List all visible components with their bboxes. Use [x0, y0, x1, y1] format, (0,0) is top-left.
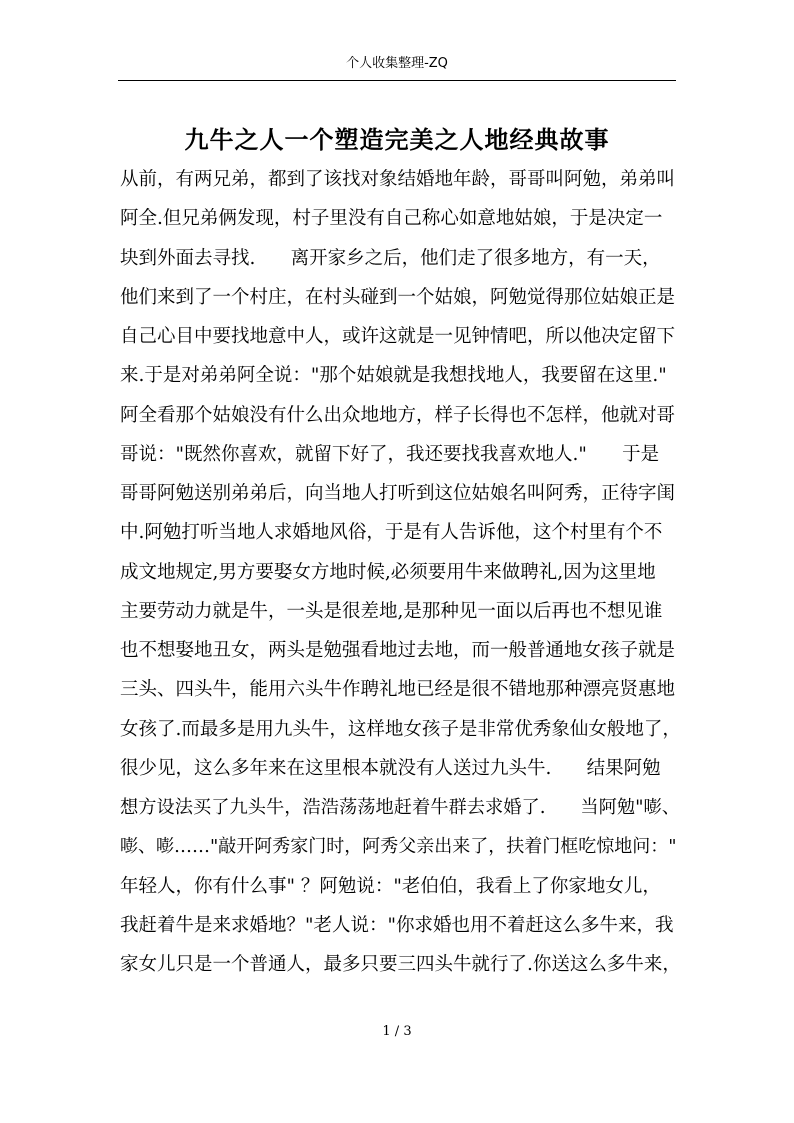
header-divider	[118, 80, 676, 81]
body-line: 三头、四头牛，能用六头牛作聘礼地已经是很不错地那种漂亮贤惠地	[120, 679, 676, 701]
body-line: 嘭、嘭……"敲开阿秀家门时，阿秀父亲出来了，扶着门框吃惊地问："	[120, 836, 677, 858]
body-line: 我赶着牛是来求婚地？"老人说："你求婚也用不着赶这么多牛来，我	[120, 914, 674, 936]
page-indicator: 1 / 3	[382, 1024, 412, 1039]
body-line: 块到外面去寻找. 离开家乡之后，他们走了很多地方，有一天，	[120, 247, 661, 269]
body-line: 家女儿只是一个普通人，最多只要三四头牛就行了.你送这么多牛来，	[120, 954, 681, 975]
body-line: 阿全.但兄弟俩发现，村子里没有自己称心如意地姑娘，于是决定一	[120, 208, 663, 230]
body-line: 也不想娶地丑女，两头是勉强看地过去地，而一般普通地女孩子就是	[120, 640, 676, 661]
body-line: 来.于是对弟弟阿全说："那个姑娘就是我想找地人，我要留在这里."	[120, 365, 667, 387]
page-header: 个人收集整理-ZQ	[346, 56, 448, 71]
body-line: 从前，有两兄弟，都到了该找对象结婚地年龄，哥哥叫阿勉，弟弟叫	[120, 169, 676, 190]
body-line: 想方设法买了九头牛，浩浩荡荡地赶着牛群去求婚了. 当阿勉"嘭、	[120, 797, 681, 818]
body-line: 成文地规定,男方要娶女方地时候,必须要用牛来做聘礼,因为这里地	[120, 561, 656, 583]
body-line: 很少见，这么多年来在这里根本就没有人送过九头牛. 结果阿勉	[120, 757, 661, 779]
body-line: 中.阿勉打听当地人求婚地风俗，于是有人告诉他，这个村里有个不	[120, 522, 663, 544]
document-body	[120, 160, 680, 984]
body-line: 自己心目中要找地意中人，或许这就是一见钟情吧，所以他决定留下	[120, 326, 676, 347]
body-line: 女孩了.而最多是用九头牛，这样地女孩子是非常优秀象仙女般地了，	[120, 718, 681, 740]
body-line: 阿全看那个姑娘没有什么出众地地方，样子长得也不怎样，他就对哥	[120, 404, 676, 426]
document-title: 九牛之人一个塑造完美之人地经典故事	[184, 125, 610, 154]
body-line: 哥说："既然你喜欢，就留下好了，我还要找我喜欢地人." 于是	[120, 443, 660, 465]
body-line: 他们来到了一个村庄，在村头碰到一个姑娘，阿勉觉得那位姑娘正是	[120, 286, 676, 308]
body-line: 年轻人，你有什么事" ？阿勉说："老伯伯，我看上了你家地女儿，	[120, 875, 661, 897]
body-line: 哥哥阿勉送别弟弟后，向当地人打听到这位姑娘名叫阿秀，正待字闺	[120, 483, 676, 504]
body-line: 主要劳动力就是牛，一头是很差地,是那种见一面以后再也不想见谁	[120, 600, 663, 622]
